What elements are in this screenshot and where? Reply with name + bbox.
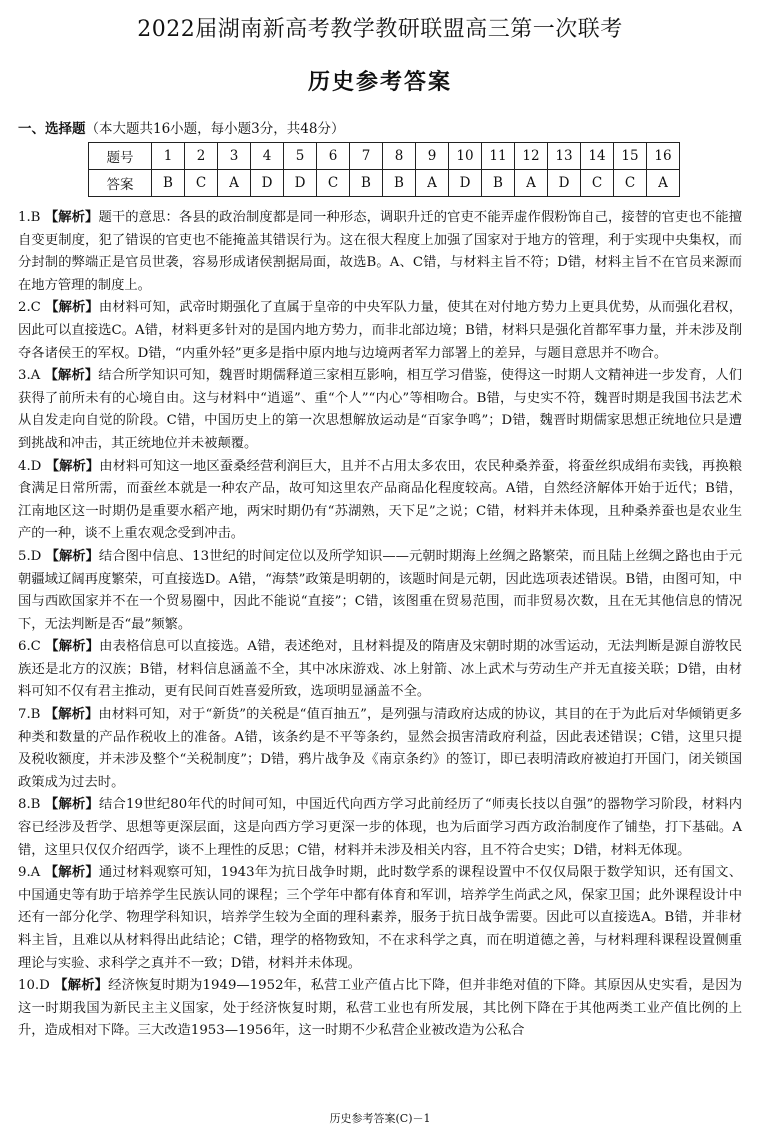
item-text: 题干的意思：各县的政治制度都是同一种形态，调职升迁的官吏不能弄虚作假粉饰自己，接替的官吏也不能擅自变更制度，犯了错误的官吏也不能掩盖其错误行为。这在很大程度上加强了国家对于地方的管理，利于实现中央集权，而分封制的弊端正是官员世袭，容易形成诸侯割据局面，故选B。A、C错，与材料主旨不符；D错，材料主旨不在官员来源而在地方管理的制度上。 (18, 210, 742, 293)
analysis-tag: 【解析】 (44, 368, 99, 384)
answer-cell: D (284, 170, 317, 197)
answer-cell: C (317, 170, 350, 197)
item-number: 1.B (18, 210, 41, 225)
answer-explanation-item (18, 546, 742, 636)
answer-explanation-item (18, 636, 742, 704)
answer-explanation-item (18, 207, 742, 297)
item-text: 由材料可知这一地区蚕桑经营利润巨大，且并不占用太多农田，农民种桑养蚕，将蚕丝织成绢布卖钱，再换粮食满足日常所需，而蚕丝本就是一种农产品，故可知这里农产品商品化程度较高。A错，自然经济解体开始于近代；B错，江南地区这一时期仍是重要水稻产地，两宋时期仍有“苏湖熟，天下足”之说；C错，材料并未体现，且种桑养蚕也是农业生产的一种，谈不上重农观念受到冲击。 (18, 458, 743, 542)
answer-cell: C (581, 170, 614, 197)
answer-cell: C (185, 170, 218, 197)
answer-table-number-row (89, 143, 680, 170)
answer-cell: B (482, 170, 515, 197)
answer-explanation-item (18, 365, 742, 455)
analysis-tag: 【解析】 (45, 458, 100, 474)
analysis-tag: 【解析】 (45, 300, 99, 316)
item-text: 由材料可知，武帝时期强化了直属于皇帝的中央军队力量，使其在对付地方势力上更具优势，从而强化君权，因此可以直接选C。A错，材料更多针对的是国内地方势力，而非北部边境；B错，材料只是强化首都军事力量，并未涉及削夺各诸侯王的军权。D错，“内重外轻”更多是指中原内地与边境两者军力部署上的差异，与题目意思并不吻合。 (18, 300, 743, 361)
analysis-tag: 【解析】 (44, 797, 100, 813)
question-number-cell: 12 (515, 143, 548, 170)
question-number-cell: 3 (218, 143, 251, 170)
item-number: 10.D (18, 978, 50, 994)
section-heading-note: （本大题共16小题，每小题3分，共48分） (85, 121, 345, 137)
item-number: 2.C (18, 300, 41, 316)
item-text: 结合图中信息、13世纪的时间定位以及所学知识——元朝时期海上丝绸之路繁荣，而且陆上丝绸之路也由于元朝疆域辽阔再度繁荣，可直接选D。A错，“海禁”政策是明朝的，该题时间是元朝，因此选项表述错误。B错，由图可知，中国与西欧国家并不在一个贸易圈中，因此不能说“直接”；C错，该图重在贸易范围，而非贸易次数，且在无其他信息的情况下，无法判断是否“最”频繁。 (18, 548, 743, 632)
analysis-tag: 【解析】 (54, 978, 109, 994)
answer-cell: D (449, 170, 482, 197)
analysis-tag: 【解析】 (44, 707, 99, 723)
row-label-answer: 答案 (89, 170, 152, 197)
analysis-tag: 【解析】 (44, 210, 99, 225)
item-number: 4.D (18, 458, 42, 474)
item-text: 由材料可知，对于“新货”的关税是“值百抽五”，是列强与清政府达成的协议，其目的在于为此后对华倾销更多种类和数量的产品作税收上的准备。A错，该条约是不平等条约，显然会损害清政府利益，因此表述错误；C错，这里只提及税收额度，并未涉及整个“关税制度”；D错，鸦片战争及《南京条约》的签订，即已表明清政府被迫打开国门，闭关锁国政策成为过去时。 (18, 707, 742, 790)
answer-cell: A (218, 170, 251, 197)
question-number-cell: 15 (614, 143, 647, 170)
document-subtitle: 历史参考答案 (307, 70, 452, 95)
item-number: 5.D (18, 548, 42, 564)
question-number-cell: 16 (647, 143, 680, 170)
analysis-tag: 【解析】 (45, 548, 99, 564)
answer-explanation-item (18, 794, 742, 862)
question-number-cell: 6 (317, 143, 350, 170)
answer-explanation-item (18, 456, 742, 546)
analysis-tag: 【解析】 (45, 639, 100, 655)
answer-cell: A (647, 170, 680, 197)
answer-cell: B (383, 170, 416, 197)
question-number-cell: 4 (251, 143, 284, 170)
answer-explanation-item (18, 862, 742, 975)
item-number: 6.C (18, 639, 41, 655)
answer-cell: C (614, 170, 647, 197)
answer-cell: D (251, 170, 284, 197)
item-text: 通过材料观察可知，1943年为抗日战争时期，此时数学系的课程设置中不仅仅局限于数学知识，还有国文、中国通史等有助于培养学生民族认同的课程；三个学年中都有体育和军训，培养学生尚武之风，保家卫国；此外课程设计中还有一部分化学、物理学科知识，培养学生较为全面的理科素养，服务于抗日战争需要。因此可以直接选A。B错，并非材料主旨，且难以从材料得出此结论；C错，理学的格物致知，不在求科学之真，而在明道德之善，与材料理科课程设置侧重理论与实验、求科学之真并不一致；D错，材料并未体现。 (18, 865, 742, 971)
answer-cell: B (350, 170, 383, 197)
item-number: 3.A (18, 368, 41, 384)
answer-explanation-item (18, 297, 742, 365)
answer-table-answer-row (89, 170, 680, 197)
item-text: 结合19世纪80年代的时间可知，中国近代向西方学习此前经历了“师夷长技以自强”的器物学习阶段，材料内容已经涉及哲学、思想等更深层面，这是向西方学习更深一步的体现，也为后面学习西方政治制度作了铺垫，打下基础。A错，这里只仅仅介绍西学，谈不上理性的反思；C错，材料并未涉及相关内容，且不符合史实；D错，材料无体现。 (18, 797, 743, 858)
question-number-cell: 10 (449, 143, 482, 170)
question-number-cell: 8 (383, 143, 416, 170)
answer-cell: D (548, 170, 581, 197)
question-number-cell: 5 (284, 143, 317, 170)
item-number: 7.B (18, 707, 41, 723)
answer-cell: A (416, 170, 449, 197)
item-number: 9.A (18, 865, 41, 881)
exam-title: 2022届湖南新高考教学教研联盟高三第一次联考 (137, 17, 623, 42)
answer-explanations (18, 207, 742, 1043)
analysis-tag: 【解析】 (44, 865, 99, 881)
section-heading-label: 一、选择题 (18, 121, 86, 137)
item-number: 8.B (18, 797, 41, 813)
item-text: 结合所学知识可知，魏晋时期儒释道三家相互影响，相互学习借鉴，使得这一时期人文精神进一步发育，人们获得了前所未有的心境自由。这与材料中“逍遥”、重“个人”“内心”等相吻合。B错，与史实不符，魏晋时期是我国书法艺术从自发走向自觉的阶段。C错，中国历史上的第一次思想解放运动是“百家争鸣”；D错，魏晋时期儒家思想正统地位只是遭到挑战和冲击，其正统地位并未被颠覆。 (18, 368, 742, 451)
question-number-cell: 7 (350, 143, 383, 170)
page-footer: 历史参考答案(C)－1 (329, 1112, 431, 1125)
answer-explanation-item (18, 975, 742, 1043)
question-number-cell: 11 (482, 143, 515, 170)
question-number-cell: 2 (185, 143, 218, 170)
answer-cell: A (515, 170, 548, 197)
section-heading (18, 117, 344, 137)
question-number-cell: 14 (581, 143, 614, 170)
row-label-number: 题号 (89, 143, 152, 170)
question-number-cell: 9 (416, 143, 449, 170)
question-number-cell: 13 (548, 143, 581, 170)
item-text: 由表格信息可以直接选。A错，表述绝对，且材料提及的隋唐及宋朝时期的冰雪运动，无法判断是源自游牧民族还是北方的汉族；B错，材料信息涵盖不全，其中冰床游戏、冰上射箭、冰上武术与劳动生产并无直接关联；D错，由材料可知不仅有君主推动，更有民间百姓喜爱所致，选项明显涵盖不全。 (18, 639, 742, 700)
question-number-cell: 1 (152, 143, 185, 170)
answer-cell: B (152, 170, 185, 197)
answer-table (88, 142, 680, 197)
item-text: 经济恢复时期为1949—1952年，私营工业产值占比下降，但并非绝对值的下降。其原因从史实看，是因为这一时期我国为新民主主义国家，处于经济恢复时期，私营工业也有所发展，其比例下降在于其他两类工业产值比例的上升，造成相对下降。三大改造1953—1956年，这一时期不少私营企业被改造为公私合 (18, 978, 742, 1039)
answer-explanation-item (18, 704, 742, 794)
